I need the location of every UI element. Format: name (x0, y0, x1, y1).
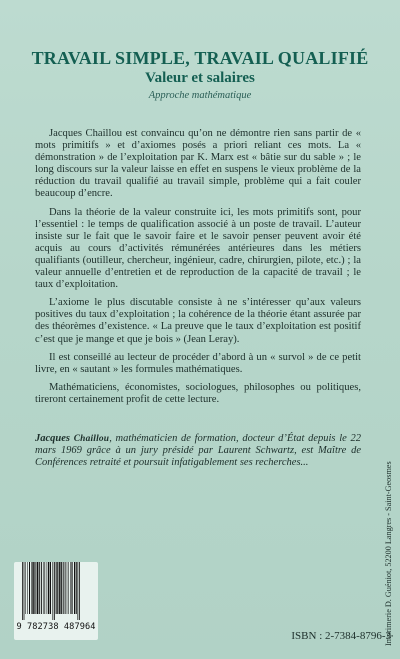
book-subsubtitle: Approche mathématique (148, 90, 252, 101)
author-last-name: Chaillou (73, 434, 110, 444)
barcode-guard-bar (52, 562, 53, 620)
barcode-image (20, 562, 92, 620)
barcode-bar (43, 562, 44, 614)
barcode-bar (44, 562, 45, 614)
barcode-bar (61, 562, 62, 614)
jury-name: Laurent Schwartz (217, 445, 295, 457)
barcode-guard-bar (79, 562, 80, 620)
blurb-paragraph-5: Mathématiciens, économistes, sociologues, philosophes ou politiques, tireront certainement profit de cette lecture. (35, 381, 361, 405)
barcode-guard-bar (54, 562, 55, 620)
book-subtitle: Valeur et salaires (145, 70, 255, 86)
barcode-bar (74, 562, 75, 614)
barcode-bar (63, 562, 64, 614)
barcode-bar (25, 562, 26, 614)
blurb-paragraph-3: L’axiome le plus discutable consiste à ne s’intéresser qu’aux valeurs positives du taux d’exploitation ; la cohérence de la théorie étant assurée par des théorèmes d’existence. « La preuve que le taux d’exploitation est positif c’est que je mange et que je bois » (Jean Leray). (35, 297, 361, 345)
author-first-name: Jacques (35, 433, 74, 444)
barcode-bar (67, 562, 68, 614)
title-block (0, 48, 400, 103)
barcode-bar (31, 562, 32, 614)
barcode-bar (32, 562, 33, 614)
barcode-bar (59, 562, 60, 614)
barcode-bar (56, 562, 57, 614)
printer-credit: Imprimerie D. Guéniot, 52200 Langres - Saint-Geosmes (384, 461, 393, 646)
barcode-bar (50, 562, 51, 614)
book-title: TRAVAIL SIMPLE, TRAVAIL QUALIFIÉ (31, 48, 369, 68)
barcode-bar (39, 562, 40, 614)
barcode-bar (37, 562, 38, 614)
blurb-paragraph-4: Il est conseillé au lecteur de procéder d’abord à un « survol » de ce petit livre, en « sautant » les formules mathématiques. (35, 351, 361, 375)
barcode-bar (65, 562, 66, 614)
bio-text-1: , mathématicien de formation, docteur d’État depuis le 22 mars 1969 grâce à un jury présidé par (35, 433, 361, 457)
barcode-bar (41, 562, 42, 614)
barcode-bar (34, 562, 35, 614)
barcode-guard-bar (22, 562, 23, 620)
barcode-bar (68, 562, 69, 614)
barcode-bar (76, 562, 77, 614)
barcode-bar (70, 562, 71, 614)
barcode-bar (57, 562, 58, 614)
isbn-label: ISBN : 2-7384-8796-3 (291, 630, 391, 642)
barcode-guard-bar (24, 562, 25, 620)
barcode-bar (46, 562, 47, 614)
author-bio (35, 433, 361, 470)
blurb-paragraph-2: Dans la théorie de la valeur construite ici, les mots primitifs sont, pour l’essentiel : le temps de qualification associé à un poste de travail. L’auteur insiste sur le fait que le savoir faire et le savoir penser peuvent avoir été acquis au cours d’activités rémunérées antérieures dans les métiers qualifiants (outilleur, chercheur, ingénieur, cadre, chirurgien, pilote, etc.) ; la valeur annuelle d’entretien et de reproduction de la capacité de travail ; le taux d’exploitation. (35, 206, 361, 291)
barcode-bar (71, 562, 72, 614)
blurb-text (35, 128, 361, 412)
barcode-bar (27, 562, 28, 614)
blurb-paragraph-1: Jacques Chaillou est convaincu qu’on ne démontre rien sans partir de « mots primitifs » et d’axiomes posés a priori reliant ces mots. La « démonstration » de l’exploitation par K. Marx est « bâtie sur du sable » ; le long discours sur la valeur laisse en effet en suspens le vieux problème de la réduction du travail qualifié au travail simple, problème qui a fait couler beaucoup d’encre. (35, 128, 361, 200)
barcode-guard-bar (77, 562, 78, 620)
bio-text-2: , est Maître de Conférences retraité et poursuit infatigablement ses recherches... (35, 445, 361, 469)
barcode-bar (29, 562, 30, 614)
barcode-number: 9 782738 487964 (16, 622, 96, 632)
barcode-bar (48, 562, 49, 614)
